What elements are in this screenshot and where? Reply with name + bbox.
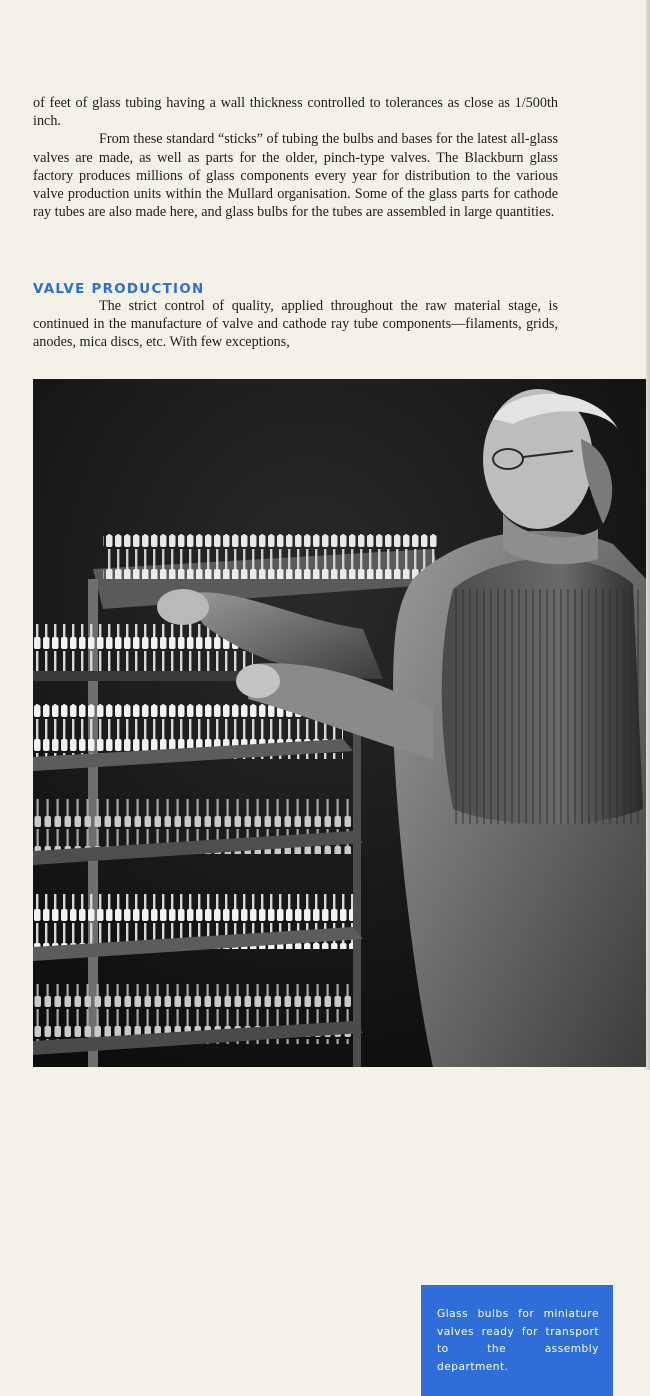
paragraph-glass-factory: From these standard “sticks” of tubing the bulbs and bases for the latest all-glass valves are made, as well as parts for the older, pinch-type valves. The Blackburn glass factory produces millions of glass components every year for distribution to the various valve production units within the Mullard organisation. Some of the glass parts for cathode ray tubes are also made here, and glass bulbs for the tubes are assembled in large quantities. [33, 131, 558, 221]
paragraph-continuation: of feet of glass tubing having a wall thickness controlled to tolerances as close as 1/500th inch. [33, 95, 558, 130]
caption-box [421, 1285, 613, 1396]
body-text-top [33, 94, 558, 221]
photo-illustration [33, 379, 646, 1067]
page-edge [646, 0, 650, 1070]
paragraph-valve-production: The strict control of quality, applied throughout the raw material stage, is continued in the manufacture of valve and cathode ray tube components—filaments, grids, anodes, mica discs, etc. With few exceptions, [33, 298, 558, 351]
photograph [33, 379, 646, 1373]
photo-caption: Glass bulbs for miniature valves ready for transport to the assembly department. [437, 1308, 599, 1373]
body-text-bottom [33, 297, 558, 352]
section-heading: VALVE PRODUCTION [33, 282, 205, 297]
